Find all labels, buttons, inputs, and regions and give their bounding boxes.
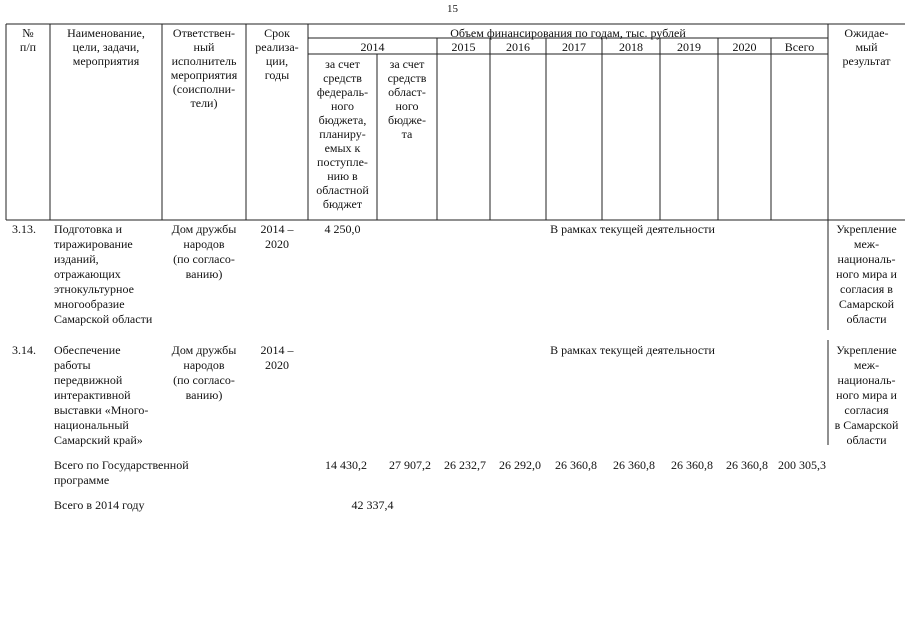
header-name: Наименование, цели, задачи, мероприятия <box>67 26 145 68</box>
header-result: Ожидае- мый результат <box>842 26 891 68</box>
header-term: Срок реализа- ции, годы <box>255 26 299 82</box>
header-year-2015: 2015 <box>451 40 476 54</box>
total-2017: 26 360,8 <box>555 458 597 472</box>
page-number: 15 <box>447 3 458 15</box>
total-2014-value: 42 337,4 <box>351 498 394 512</box>
row-3-13-executor: Дом дружбы народов (по согласо- ванию) <box>171 222 237 281</box>
total-2018: 26 360,8 <box>613 458 655 472</box>
header-year-2016: 2016 <box>506 40 530 54</box>
header-year-2014: 2014 <box>360 40 385 54</box>
row-3-13-note: В рамках текущей деятельности <box>550 222 715 236</box>
total-2014-label: Всего в 2014 году <box>54 498 145 512</box>
row-3-14-name: Обеспечение работы передвижной интерактивной выставки «Много- национальный Самарский край» <box>54 343 149 447</box>
header-num: № п/п <box>19 26 37 54</box>
row-3-14-executor: Дом дружбы народов (по согласо- ванию) <box>171 343 237 402</box>
header-federal-budget: за счет средств федераль- ного бюджета, планиру- емых к поступле- нию в областной бюджет <box>316 57 369 211</box>
header-regional-budget: за счет средств област- ного бюдже- та <box>387 57 427 141</box>
row-3-13-federal-value: 4 250,0 <box>324 222 361 236</box>
total-regional-2014: 27 907,2 <box>389 458 431 472</box>
header-year-2018: 2018 <box>619 40 643 54</box>
row-3-13-num: 3.13. <box>12 222 36 236</box>
total-2019: 26 360,8 <box>671 458 713 472</box>
row-3-14-result: Укрепление меж- националь- ного мира и согласия в Самарской области <box>834 343 899 447</box>
header-financing: Объем финансирования по годам, тыс. рублей <box>450 26 686 40</box>
header-year-2020: 2020 <box>732 40 757 54</box>
total-program-label: Всего по Государственной программе <box>54 458 189 487</box>
header-executor: Ответствен- ный исполнитель мероприятия (соисполни- тели) <box>170 26 238 110</box>
header-year-2019: 2019 <box>677 40 701 54</box>
total-federal-2014: 14 430,2 <box>325 458 367 472</box>
header-total: Всего <box>784 40 815 54</box>
row-3-13-name: Подготовка и тиражирование изданий, отражающих этнокультурное многообразие Самарской области <box>54 222 153 326</box>
row-3-13-result: Укрепление меж- националь- ного мира и согласия в Самарской области <box>836 222 897 326</box>
total-2015: 26 232,7 <box>444 458 486 472</box>
row-3-14-note: В рамках текущей деятельности <box>550 343 715 357</box>
row-3-13-term: 2014 – 2020 <box>260 222 294 251</box>
total-2016: 26 292,0 <box>499 458 541 472</box>
row-3-14-term: 2014 – 2020 <box>260 343 294 372</box>
total-all-years: 200 305,3 <box>778 458 826 472</box>
header-year-2017: 2017 <box>562 40 586 54</box>
total-2020: 26 360,8 <box>726 458 768 472</box>
row-3-14-num: 3.14. <box>12 343 36 357</box>
